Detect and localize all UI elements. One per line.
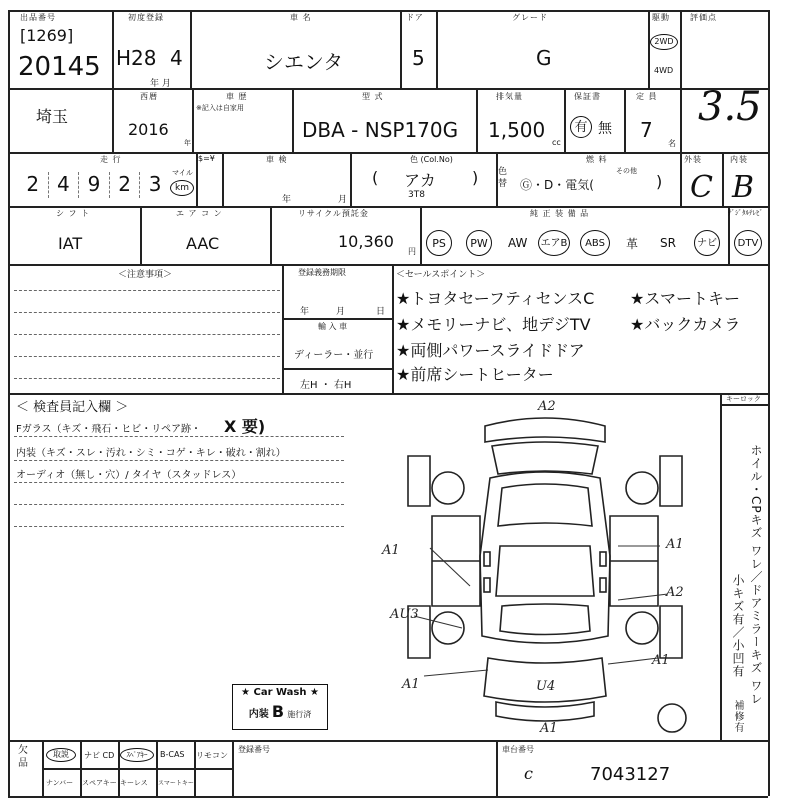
equipment-navi-circled: ナビ	[694, 230, 720, 256]
mileage-digit: 2	[18, 172, 49, 198]
lot-code: [1269]	[20, 26, 74, 45]
deficit-item: ナンバー	[46, 779, 74, 787]
mileage-digit: 2	[110, 172, 141, 198]
drive-2wd-circled: 2WD	[650, 34, 678, 50]
cc-unit: cc	[552, 138, 561, 147]
car-wash-box	[232, 684, 328, 730]
dealer-parallel: ディーラー・並行	[294, 350, 374, 361]
equipment-aw: AW	[508, 236, 528, 250]
mileage-digit: 3	[148, 172, 162, 196]
x-required-mark: X 要)	[224, 417, 266, 436]
inspector-line: Fガラス（キズ・飛石・ヒビ・リペア跡・	[16, 424, 202, 435]
deficit-item: スマートキー	[158, 780, 194, 787]
damage-mark: U4	[536, 679, 556, 694]
reg-month: 4	[170, 46, 183, 70]
color-change-label: 色替	[498, 167, 508, 189]
side-legend-line: ホイル・CPキズ ワレ／ドアミラーキズ ワレ	[749, 444, 763, 706]
history-note: ※記入は自家用	[196, 104, 244, 112]
air-conditioner: AAC	[186, 234, 220, 253]
grade-label: グレード	[512, 13, 548, 22]
model-label: 型 式	[362, 92, 384, 101]
car-name: シエンタ	[264, 50, 344, 74]
steering-side: 左H ・ 右H	[300, 380, 352, 391]
damage-mark: A2	[538, 399, 556, 414]
mileage-digit: 4	[49, 172, 80, 198]
deficit-label: 欠品	[18, 745, 28, 769]
deficit-manual-circled: 取説	[46, 748, 76, 762]
exterior-grade: C	[690, 170, 713, 205]
equipment-pw-circled: PW	[466, 230, 492, 256]
registration-number-label: 登録番号	[238, 745, 270, 754]
damage-mark: A1	[652, 653, 670, 668]
era-year: H28	[116, 46, 157, 70]
damage-mark: A1	[540, 721, 558, 736]
sales-point: ★前席シートヒーター	[396, 365, 554, 384]
interior-label: 内装	[730, 155, 748, 164]
shift-label: シ フ ト	[56, 209, 91, 218]
damage-mark: AU3	[390, 607, 419, 622]
chassis-number: 7043127	[590, 764, 671, 785]
fuel-other: その他	[616, 167, 637, 175]
drive-4wd: 4WD	[654, 66, 674, 75]
damage-mark: A2	[666, 585, 684, 600]
inspection-month-unit: 月	[338, 195, 348, 205]
deficit-item: B-CAS	[160, 750, 185, 759]
deficit-item: キーレス	[120, 779, 148, 787]
shift: IAT	[58, 234, 83, 253]
sales-point: ★メモリーナビ、地デジTV	[396, 315, 591, 334]
lot-label: 出品番号	[20, 13, 56, 22]
score-label: 評価点	[690, 13, 717, 22]
key-lock-label: キーロック	[726, 395, 761, 403]
damage-mark: A1	[402, 677, 420, 692]
side-legend-line: 補修有	[732, 700, 743, 733]
deficit-spare-key-circled: ｽﾍﾟｱｷｰ	[120, 748, 154, 762]
reg-year-unit: 年	[300, 307, 310, 317]
fuel-label: 燃 料	[586, 155, 608, 164]
history-label: 車 歴	[226, 92, 248, 101]
capacity: 7	[640, 118, 653, 142]
recycle-fee: 10,360	[338, 232, 394, 251]
capacity-unit: 名	[668, 139, 676, 148]
model-year: 2016	[128, 120, 169, 139]
deficit-item: スペアキー	[82, 779, 117, 787]
inspection-year-unit: 年	[282, 195, 292, 205]
color-code: 3T8	[408, 190, 425, 200]
equipment-abs-circled: ABS	[580, 230, 610, 256]
car-damage-diagram	[380, 396, 720, 736]
sales-point: ★トヨタセーフティセンスC	[396, 289, 595, 308]
deficit-item: ナビ CD	[84, 751, 115, 760]
color-paren-close: )	[472, 168, 479, 187]
equipment-leather: 革	[626, 237, 639, 251]
equipment-airbag-circled: エアB	[538, 230, 570, 256]
displacement: 1,500	[488, 118, 546, 142]
deficit-item: リモコン	[196, 751, 228, 760]
year-unit: 年	[184, 139, 191, 147]
dtv-label: ﾃﾞｼﾞﾀﾙﾃﾚﾋﾞ	[728, 209, 763, 217]
year-month-unit: 年 月	[150, 79, 171, 89]
equipment-list	[422, 226, 768, 260]
yen-unit: 円	[408, 247, 416, 256]
car-name-label: 車 名	[290, 13, 312, 22]
mileage-digits	[18, 172, 170, 198]
inspection-label: 車 検	[266, 155, 288, 164]
equipment-ps-circled: PS	[426, 230, 452, 256]
first-reg-label: 初度登録	[128, 13, 164, 22]
color-label: 色 (Col.No)	[410, 155, 453, 164]
exterior-label: 外装	[684, 155, 702, 164]
color: アカ	[404, 171, 436, 190]
equipment-sunroof: SR	[660, 236, 676, 250]
interior-grade: B	[732, 170, 755, 205]
mileage-label: 走 行	[100, 155, 122, 164]
car-wash-grade: B	[271, 702, 285, 721]
chassis-mark: c	[524, 764, 533, 783]
import-label: 輸 入 車	[318, 322, 348, 331]
equipment-label: 純 正 装 備 品	[530, 209, 590, 218]
lot-number: 20145	[18, 52, 101, 82]
doors: 5	[412, 46, 425, 70]
equipment-dtv-circled: DTV	[734, 230, 762, 256]
sdollar-label: $=¥	[198, 154, 215, 163]
sales-point: ★バックカメラ	[630, 315, 741, 334]
grade: G	[536, 46, 552, 70]
capacity-label: 定 員	[636, 92, 658, 101]
reg-month-unit: 月	[336, 307, 346, 317]
door-label: ドア	[406, 13, 424, 22]
inspector-label: ＜ 検査員記入欄 ＞	[16, 400, 129, 415]
sales-point: ★スマートキー	[630, 289, 741, 308]
registration-deadline-label: 登録義務期限	[298, 268, 346, 277]
unit-km-circled: km	[170, 180, 194, 196]
inspector-line: 内装（キズ・スレ・汚れ・シミ・コゲ・キレ・破れ・割れ）	[16, 448, 286, 459]
model-code: DBA - NSP170G	[302, 118, 459, 142]
drive-label: 駆動	[652, 13, 670, 22]
car-wash-interior: 内装	[248, 709, 269, 720]
color-paren-open: (	[372, 168, 379, 187]
side-legend-line: 小キズ有／小凹有	[731, 574, 745, 678]
warranty-no: 無	[598, 121, 612, 137]
region: 埼玉	[36, 107, 69, 126]
fuel-paren-close: )	[656, 172, 663, 191]
damage-mark: A1	[666, 537, 684, 552]
reg-day-unit: 日	[376, 307, 386, 317]
damage-mark: A1	[382, 543, 400, 558]
car-wash-done: 施行済	[287, 710, 312, 719]
ac-label: エ ア コ ン	[176, 209, 223, 218]
sales-point: ★両側パワースライドドア	[396, 341, 585, 360]
displacement-label: 排気量	[496, 92, 523, 101]
warranty-label: 保証書	[574, 92, 601, 101]
notes-label: ＜注意事項＞	[118, 270, 173, 280]
unit-mile: マイル	[172, 169, 193, 177]
warranty-yes-circled: 有	[570, 116, 592, 138]
car-wash-title: ★ Car Wash ★	[241, 687, 319, 698]
year-label: 西暦	[140, 92, 158, 101]
mileage-digit: 9	[79, 172, 110, 198]
score: 3.5	[698, 84, 762, 130]
inspector-line: オーディオ（無し・穴）/ タイヤ（スタッドレス）	[16, 470, 242, 481]
recycle-label: リサイクル預託金	[298, 209, 369, 218]
sales-points-label: ＜セールスポイント＞	[396, 270, 486, 280]
chassis-label: 車台番号	[502, 745, 534, 754]
fuel-options: Ⓖ・D・電気(	[520, 178, 594, 192]
